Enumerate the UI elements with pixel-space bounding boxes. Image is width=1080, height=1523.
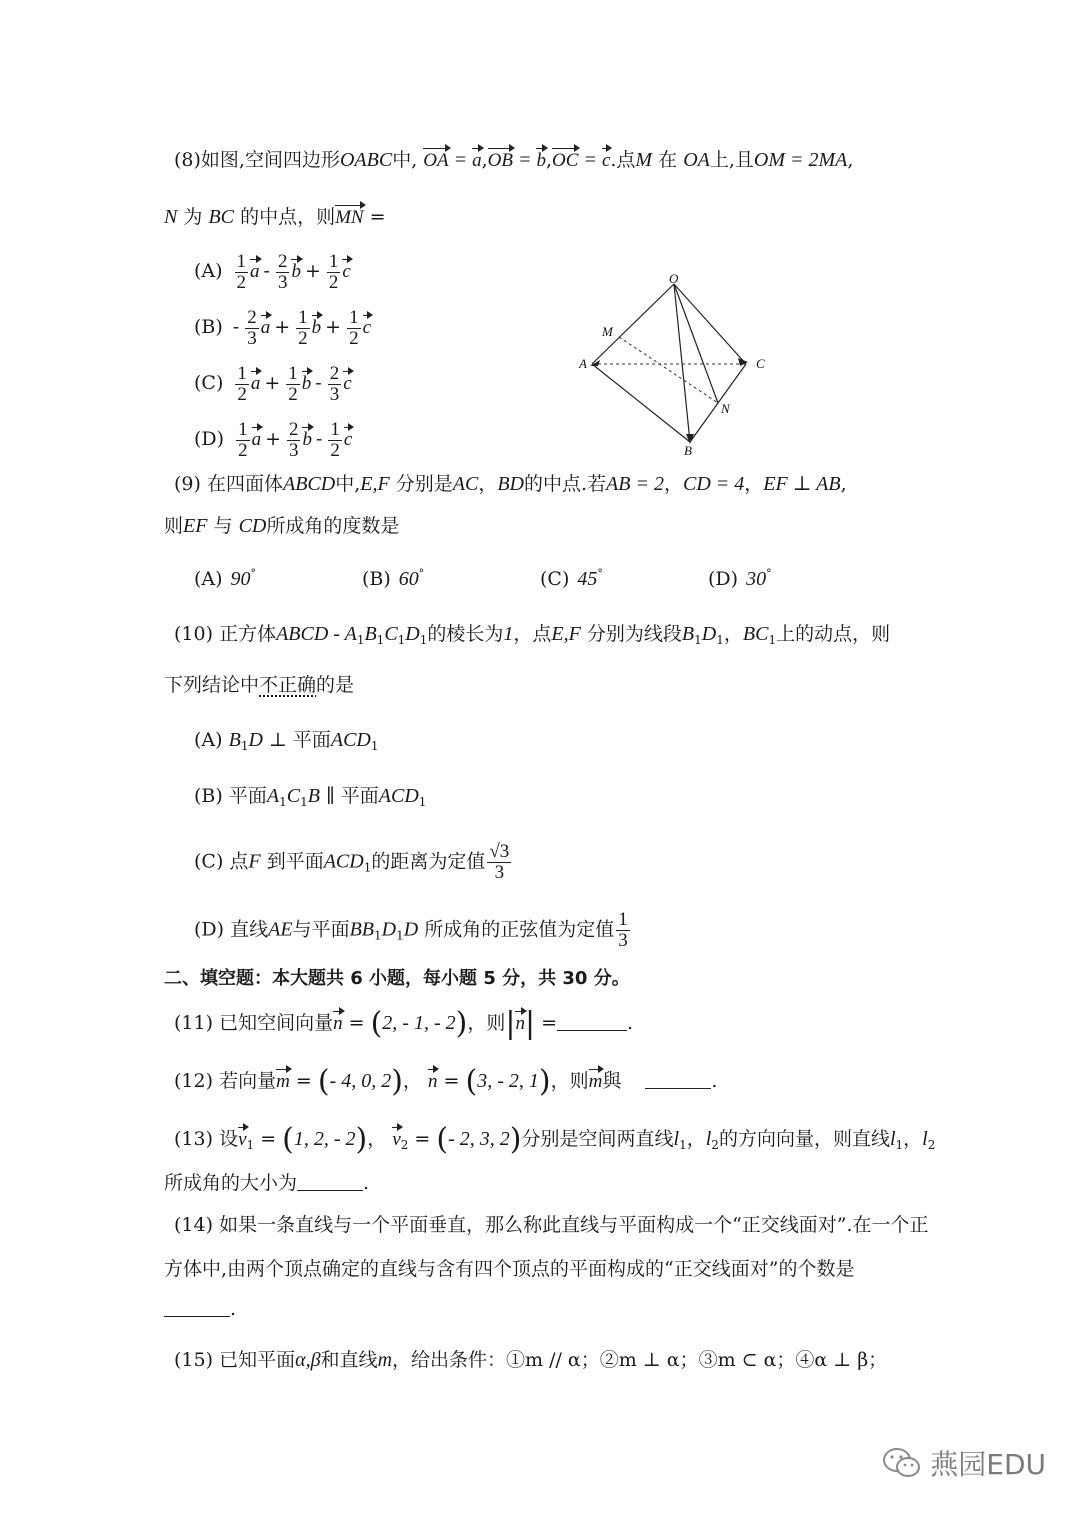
vec-c: c (343, 429, 353, 451)
q8-line2: N 为 BC 的中点，则MN = (164, 206, 386, 228)
q8-number: (8) (174, 149, 201, 171)
label-A: A (579, 356, 587, 371)
vec-a: a (251, 429, 262, 451)
label-C: C (756, 356, 765, 371)
label-B: B (684, 443, 692, 458)
q10-option-c: (C) 点F 到平面$ACD_1$的距离为定值 $\frac{√3}{3}$ (194, 841, 510, 883)
q10-option-d: (D) 直线AE与平面$BB_1D_1D$ 所成角的正弦值为定值 $\frac{1}{3}$ (194, 909, 628, 951)
vec-b: b (311, 317, 322, 339)
vec-c: c (342, 261, 351, 283)
vec-OC: OC (552, 150, 579, 171)
q13-line2: 所成角的大小为 . (164, 1172, 370, 1194)
edge-OC (674, 284, 746, 364)
edge-OB (674, 284, 690, 442)
wechat-icon (882, 1446, 922, 1480)
vec-b: b (302, 429, 312, 451)
q9-option-d: (D) 30° (708, 567, 772, 590)
label-M: M (602, 324, 613, 339)
q8-option-a: (A) $\frac{1}{2}$ a - $\frac{2}{3}$ b + $\frac{1}{2}$ c (194, 251, 351, 293)
q8-option-b: (B) - $\frac{2}{3}$ a + $\frac{1}{2}$ b + $\frac{1}{2}$ c (194, 307, 371, 349)
vec-b: b (301, 373, 312, 395)
q8-option-c: (C) $\frac{1}{2}$ a + $\frac{1}{2}$ b - $\frac{2}{3}$ c (194, 363, 352, 405)
q12-answer-blank[interactable] (645, 1088, 711, 1089)
q10-option-a: (A) $B_1D$ ⊥ 平面$ACD_1$ (194, 729, 379, 753)
q9-option-c: (C) 45° (540, 567, 603, 590)
q14-line2: 方体中,由两个顶点确定的直线与含有四个顶点的平面构成的“正交线面对”的个数是 (164, 1258, 855, 1280)
edge-CB (690, 364, 746, 442)
section2-title: 二、填空题：本大题共 6 小题，每小题 5 分，共 30 分。 (164, 968, 630, 989)
q8-option-d: (D) $\frac{1}{2}$ a + $\frac{2}{3}$ b - $\frac{1}{2}$ c (194, 419, 353, 461)
vec-c: c (343, 373, 352, 395)
q15: (15) 已知平面α,β和直线m，给出条件：①m // α；②m ⊥ α；③m ⊂ α；④α ⊥ β； (174, 1349, 888, 1371)
watermark (882, 1443, 1046, 1483)
vec-a: a (250, 261, 260, 283)
vec-a: a (250, 373, 261, 395)
q9-option-b: (B) 60° (362, 567, 425, 590)
tetrahedron-figure (560, 270, 790, 460)
q14-answer-blank[interactable] (164, 1316, 230, 1317)
edge-MN (619, 337, 718, 403)
q11-answer-blank[interactable] (557, 1030, 627, 1031)
edge-AB (592, 364, 690, 442)
q9-line1: (9) 在四面体ABCD中,E,F 分别是AC，BD的中点.若AB = 2，CD = 4，EF ⊥ AB, (174, 473, 847, 495)
q14-line1: (14) 如果一条直线与一个平面垂直，那么称此直线与平面构成一个“正交线面对”.在一个正 (174, 1214, 929, 1236)
q13-answer-blank[interactable] (297, 1190, 363, 1191)
q11: (11) 已知空间向量n = (2, - 1, - 2)，则|n| = . (174, 1006, 634, 1041)
vec-OB: OB (487, 150, 513, 171)
vec-c: c (362, 317, 371, 339)
q9-option-a: (A) 90° (194, 567, 257, 590)
label-N: N (721, 401, 730, 416)
q14-line3: . (164, 1298, 236, 1321)
q10-option-b: (B) 平面$A_1C_1B$ ∥ 平面$ACD_1$ (194, 785, 427, 809)
q10-line2: 下列结论中不正确的是 (164, 674, 355, 696)
q10-line1: (10) 正方体ABCD - $A_1B_1C_1D_1$的棱长为1，点E,F 分别为线段$B_1D_1$，$BC_1$上的动点，则 (174, 623, 891, 647)
q13-line1: (13) 设$v_1 = (1$, 2, - 2)， $v_2$ = (- 2, 3, 2)分别是空间两直线$l_1$，$l_2$的方向向量，则直线$l_1$，$l_2$ (174, 1122, 936, 1157)
q12: (12) 若向量m = (- 4, 0, 2)， n = (3, - 2, 1)，则m與 . (174, 1064, 718, 1099)
watermark-text: 燕园EDU (930, 1448, 1046, 1481)
vec-OA: OA (423, 150, 449, 171)
vec-MN: MN (335, 207, 364, 228)
vec-b: b (291, 261, 301, 283)
q8-line1: (8)如图,空间四边形OABC中, OA = a,OB = b,OC = c.点M 在 OA上,且OM = 2MA, (174, 149, 854, 171)
vec-a: a (260, 317, 271, 339)
label-O: O (669, 271, 679, 286)
q9-line2: 则EF 与 CD所成角的度数是 (164, 515, 400, 537)
